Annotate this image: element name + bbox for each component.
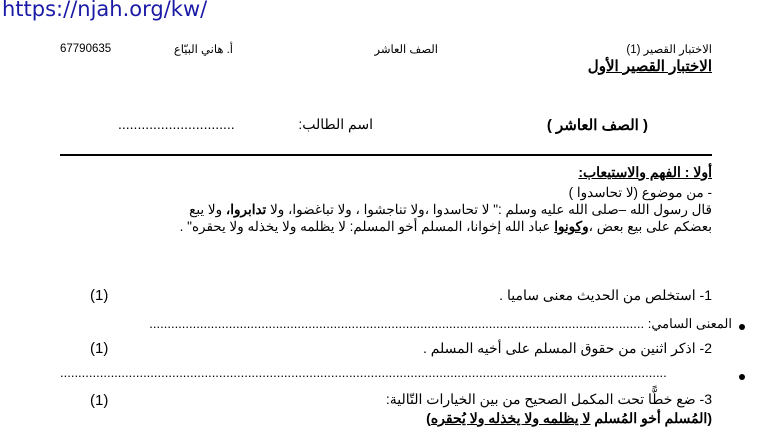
question-3-text: 3- ضع خطًّا تحت المكمل الصحيح من بين الخيارات التّالية: <box>385 391 712 407</box>
topic-line: - من موضوع (لا تحاسدوا ) <box>568 185 712 200</box>
hadith-text: بعضكم على بيع بعض ، <box>588 219 712 234</box>
question-2-text: 2- اذكر اثنين من حقوق المسلم على أخيه المسلم . <box>422 340 712 356</box>
grade-label: ( الصف العاشر ) <box>546 117 648 134</box>
hadith-text: ولا يبع <box>189 202 226 217</box>
choice-prefix: (المُسلم أخو المُسلم <box>590 410 712 426</box>
quiz-number: الاختبار القصير (1) <box>626 44 712 56</box>
student-name-dots[interactable]: .............................. <box>118 116 235 132</box>
student-name-label: اسم الطالب: <box>298 116 373 132</box>
quiz-title: الاختبار القصير الأول <box>587 58 712 75</box>
answer-dots-line[interactable]: ........................................................................................................................................................................ <box>60 365 667 380</box>
hadith-line-1 <box>189 201 712 218</box>
meaning-label: المعنى السامي: <box>644 316 732 331</box>
answer-dots: ......................................................................................................................................... <box>149 316 645 331</box>
source-url[interactable]: https://njah.org/kw/ <box>2 0 208 21</box>
hadith-text: قال رسول الله –صلى الله عليه وسلم :" لا تحاسدوا ،ولا تناجشوا ، ولا تباغضوا، ولا <box>266 202 712 217</box>
hadith-text: عباد الله إخوانا، المسلم أخو المسلم: لا يظلمه ولا يخذله ولا يحقره" . <box>179 219 555 234</box>
hadith-bold-word: تدابروا، <box>225 202 267 217</box>
question-2-mark: (1) <box>90 340 109 357</box>
phone-number: 67790635 <box>60 43 112 55</box>
bullet-icon <box>739 374 745 380</box>
meaning-answer-line[interactable] <box>60 316 732 332</box>
hadith-line-2 <box>180 218 712 235</box>
choice-suffix: ) <box>426 410 431 426</box>
bullet-icon <box>739 324 745 330</box>
teacher-name: أ. هاني البيّاع <box>173 44 233 56</box>
choice-underlined: لا يظلمه ولا يخذله ولا يُحقره <box>430 410 591 426</box>
grade-header: الصف العاشر <box>374 44 438 56</box>
choice-statement[interactable] <box>426 410 712 427</box>
question-1-mark: (1) <box>90 287 109 304</box>
hadith-bold-word: وكونوا <box>554 219 589 234</box>
question-3-mark: (1) <box>90 392 109 409</box>
section-title: أولا : الفهم والاستيعاب: <box>578 164 712 180</box>
divider-line <box>60 154 712 156</box>
question-1-text: 1- استخلص من الحديث معنى ساميا . <box>499 287 712 303</box>
